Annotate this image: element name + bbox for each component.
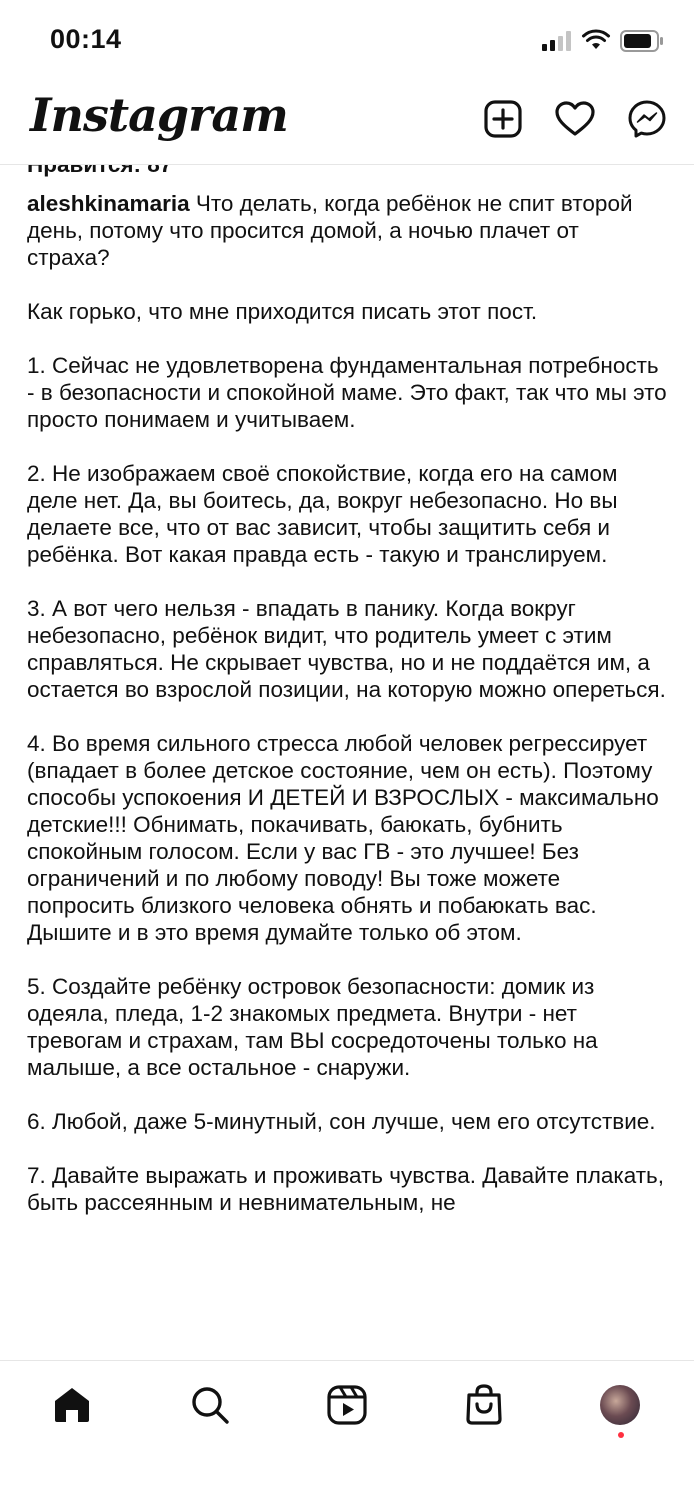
post-content [27,151,667,1243]
caption-intro [27,190,667,271]
activity-button[interactable] [554,98,596,140]
caption-paragraph: 3. А вот чего нельзя - впадать в панику. Когда вокруг небезопасно, ребёнок видит, что родитель умеет с этим справляться. Не скрывает чувства, но и не поддаётся им, а остается во взрослой позиции, на которую можно опереться. [27,596,666,702]
plus-square-icon [484,100,522,138]
caption-paragraph: 4. Во время сильного стресса любой человек регрессирует (впадает в более детское состояние, чем он есть). Поэтому способы успокоения И ДЕТЕЙ И ВЗРОСЛЫХ - максимально детские!!! Обнимать, покачивать, баюкать, бубнить спокойным голосом. Если у вас ГВ - это лучшее! Без ограничений и по любому поводу! Вы тоже можете попросить близкого человека обнять и побаюкать вас. Дышите и в это время думайте только об этом. [27,731,659,945]
app-header [0,84,694,165]
caption-intro-text: Что делать, когда ребёнок не спит второй день, потому что просится домой, а ночью плачет от страха? [27,191,633,270]
messenger-button[interactable] [626,98,668,140]
instagram-logo[interactable]: Instagram [30,88,288,142]
caption-paragraph: 2. Не изображаем своё спокойствие, когда его на самом деле нет. Да, вы боитесь, да, вокруг небезопасно. Но вы делаете все, что от вас зависит, чтобы защитить себя и ребёнка. Вот какая правда есть - такую и транслируем. [27,461,618,567]
profile-notification-dot [618,1432,624,1438]
status-bar [0,0,694,84]
status-icons [542,30,664,52]
wifi-icon [582,31,610,51]
post-username[interactable]: aleshkinamaria [27,191,190,216]
caption-paragraph: 1. Сейчас не удовлетворена фундаментальная потребность - в безопасности и спокойной маме. Это факт, так что мы это просто понимаем и учитываем. [27,353,667,432]
caption-paragraph: Как горько, что мне приходится писать этот пост. [27,299,538,324]
caption-paragraph: 7. Давайте выражать и проживать чувства. Давайте плакать, быть рассеянным и невнимательным, не [27,1163,665,1215]
tab-reels[interactable] [325,1383,369,1427]
home-icon [52,1386,92,1424]
battery-icon [620,30,664,52]
bottom-tab-bar [0,1360,694,1501]
tab-shop[interactable] [462,1383,506,1427]
profile-avatar [600,1385,640,1425]
caption-paragraph: 6. Любой, даже 5-минутный, сон лучше, чем его отсутствие. [27,1109,656,1134]
status-time: 00:14 [50,24,122,54]
reels-icon [327,1385,367,1425]
signal-icon [542,31,572,51]
heart-icon [555,101,595,137]
tab-home[interactable] [50,1383,94,1427]
tab-search[interactable] [188,1383,232,1427]
tab-profile[interactable] [598,1383,642,1427]
post-feed[interactable] [0,165,694,1360]
post-caption [27,190,667,1216]
create-post-button[interactable] [482,98,524,140]
messenger-icon [628,100,666,138]
caption-paragraph: 5. Создайте ребёнку островок безопасности: домик из одеяла, пледа, 1-2 знакомых предмета. Внутри - нет тревогам и страхам, там ВЫ сосредоточены только на малыше, а все остальное - снаружи. [27,974,598,1080]
header-actions [482,98,668,140]
shopping-bag-icon [464,1384,504,1426]
search-icon [190,1385,230,1425]
